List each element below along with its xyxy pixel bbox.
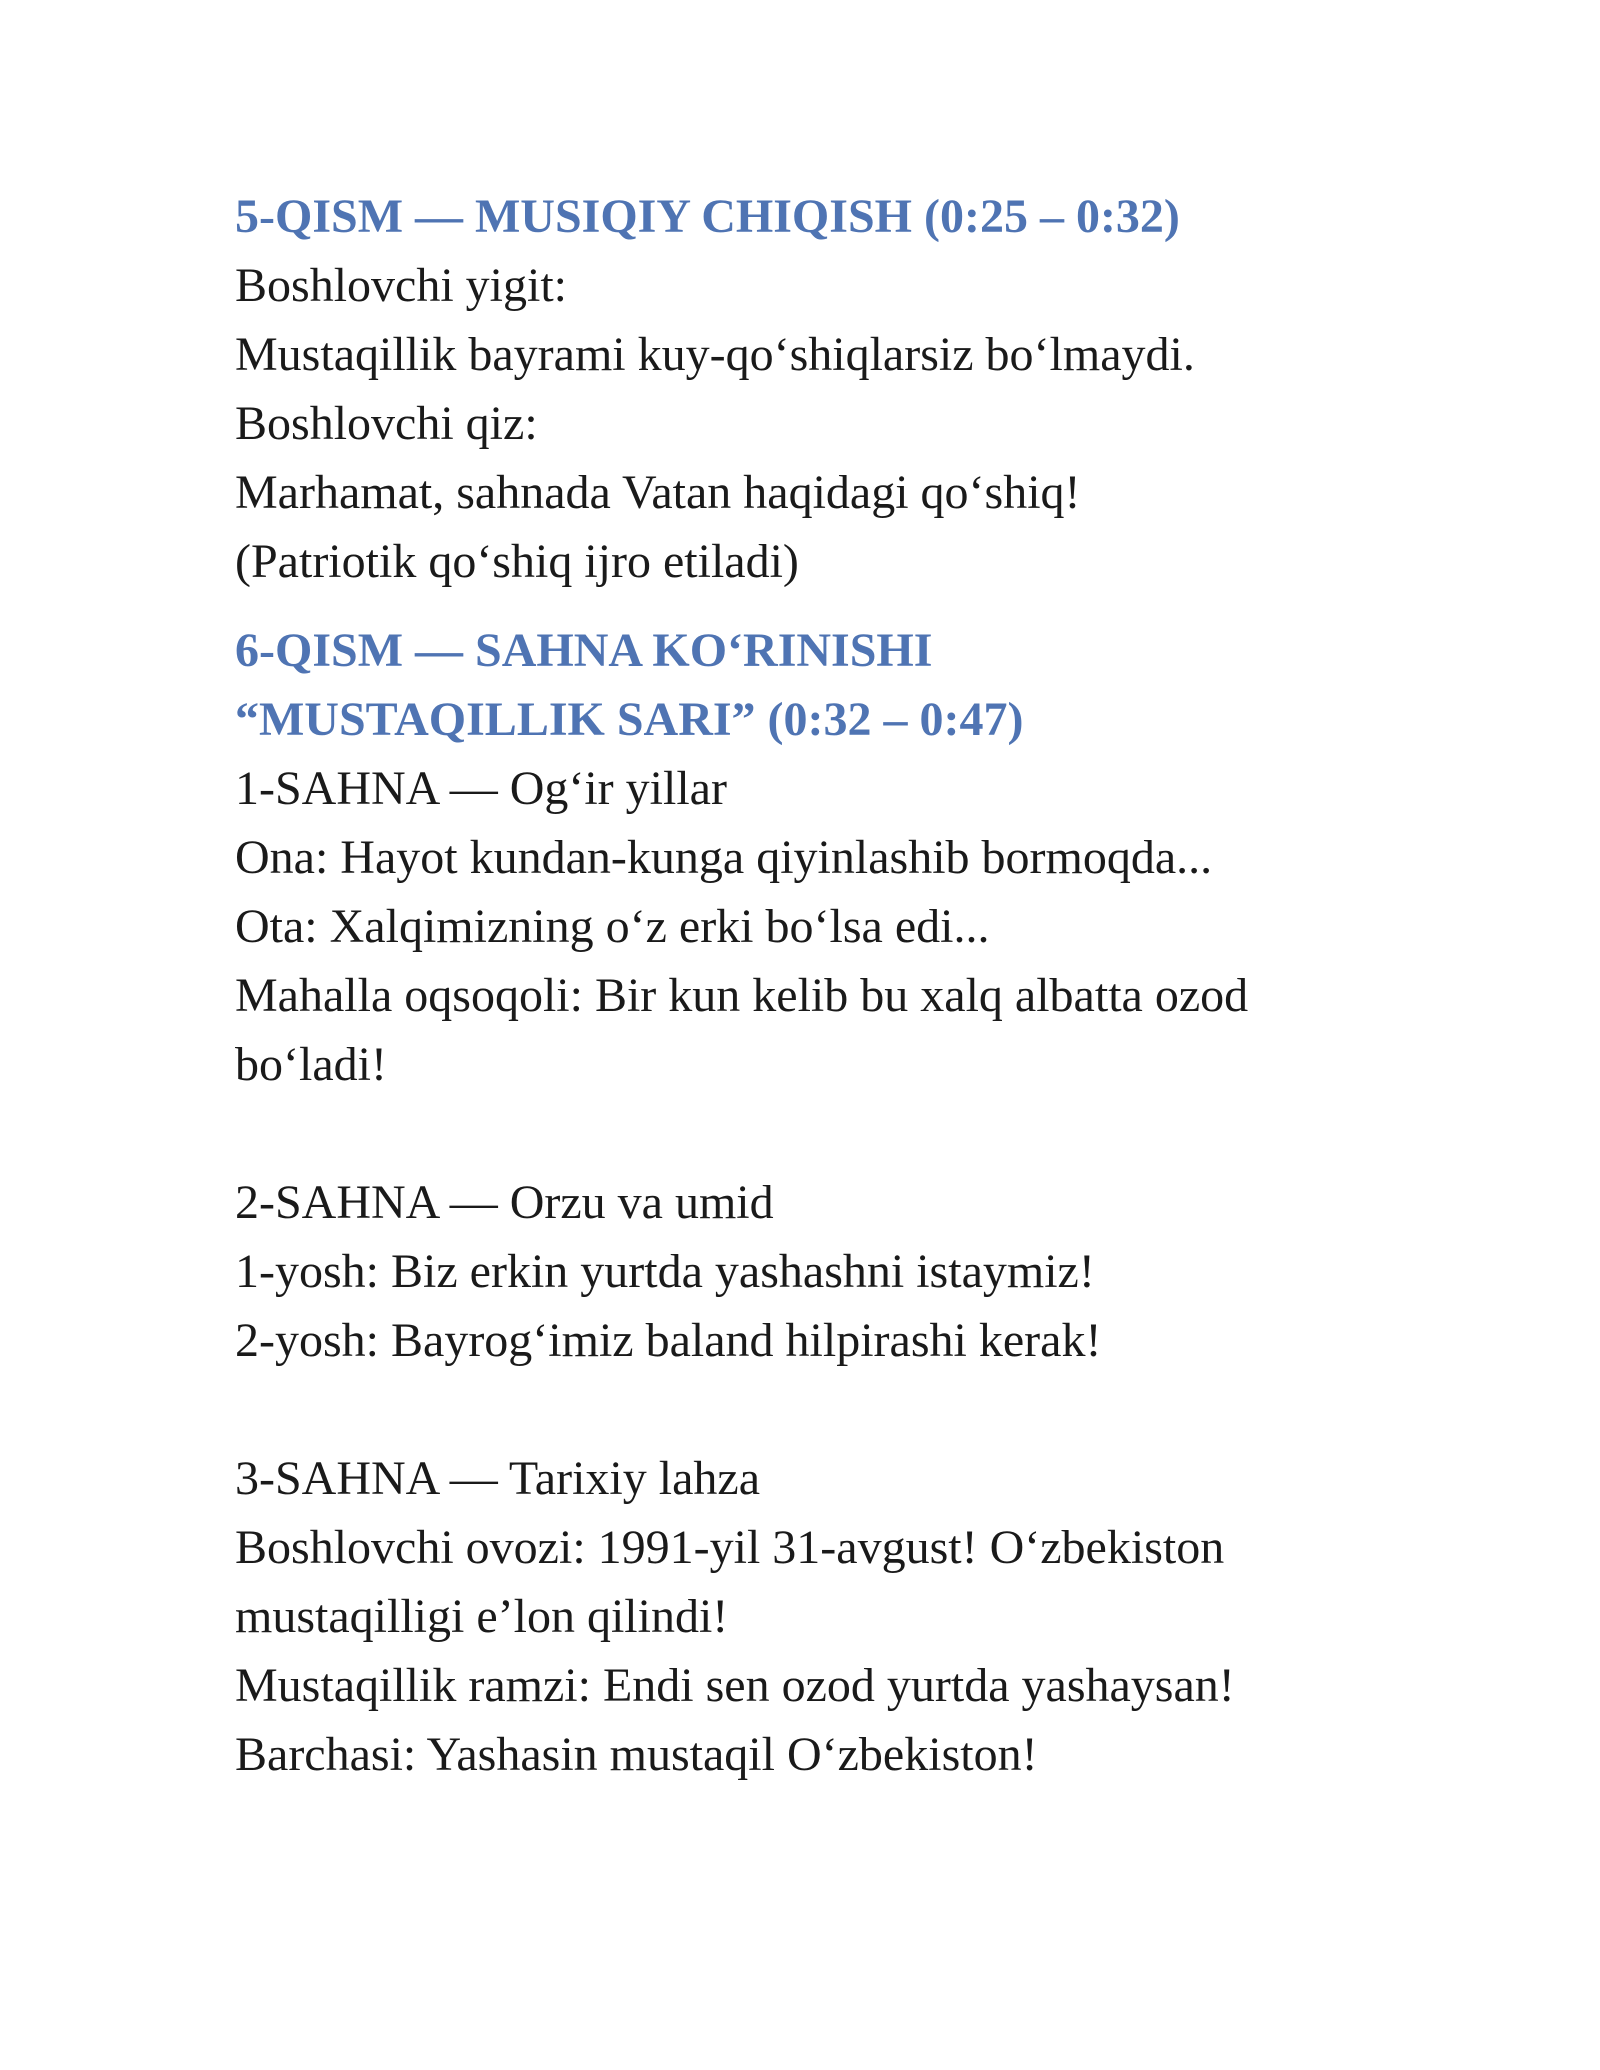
section-spacer bbox=[235, 596, 1435, 616]
section5-line: (Patriotik qo‘shiq ijro etiladi) bbox=[235, 535, 799, 588]
scene2-title: 2-SAHNA — Orzu va umid bbox=[235, 1176, 774, 1229]
section5-heading: 5-QISM — MUSIQIY CHIQISH (0:25 – 0:32) bbox=[235, 190, 1180, 243]
section5-line: Marhamat, sahnada Vatan haqidagi qo‘shiq! bbox=[235, 466, 1081, 519]
scene2-line: 1-yosh: Biz erkin yurtda yashashni istaymiz! bbox=[235, 1245, 1095, 1298]
section6-heading-line2: “MUSTAQILLIK SARI” (0:32 – 0:47) bbox=[235, 693, 1024, 746]
scene-spacer bbox=[235, 1375, 1435, 1444]
scene1-line: bo‘ladi! bbox=[235, 1038, 387, 1091]
section5-line: Boshlovchi qiz: bbox=[235, 397, 538, 450]
scene3-line: Barchasi: Yashasin mustaqil O‘zbekiston! bbox=[235, 1728, 1038, 1781]
scene3-line: mustaqilligi e’lon qilindi! bbox=[235, 1590, 729, 1643]
scene3-title: 3-SAHNA — Tarixiy lahza bbox=[235, 1452, 760, 1505]
scene1-line: Ona: Hayot kundan-kunga qiyinlashib bormoqda... bbox=[235, 831, 1213, 884]
scene1-line: Ota: Xalqimizning o‘z erki bo‘lsa edi... bbox=[235, 900, 990, 953]
section5-line: Mustaqillik bayrami kuy-qo‘shiqlarsiz bo‘lmaydi. bbox=[235, 328, 1195, 381]
section6-heading-line1: 6-QISM — SAHNA KO‘RINISHI bbox=[235, 624, 933, 677]
scene1-title: 1-SAHNA — Og‘ir yillar bbox=[235, 762, 727, 815]
scene-spacer bbox=[235, 1099, 1435, 1168]
scene3-line: Boshlovchi ovozi: 1991-yil 31-avgust! O‘zbekiston bbox=[235, 1521, 1225, 1574]
scene2-line: 2-yosh: Bayrog‘imiz baland hilpirashi kerak! bbox=[235, 1314, 1102, 1367]
scene3-line: Mustaqillik ramzi: Endi sen ozod yurtda yashaysan! bbox=[235, 1659, 1235, 1712]
scene1-line: Mahalla oqsoqoli: Bir kun kelib bu xalq albatta ozod bbox=[235, 969, 1249, 1022]
section5-line: Boshlovchi yigit: bbox=[235, 259, 568, 312]
document-page bbox=[235, 182, 1435, 1789]
